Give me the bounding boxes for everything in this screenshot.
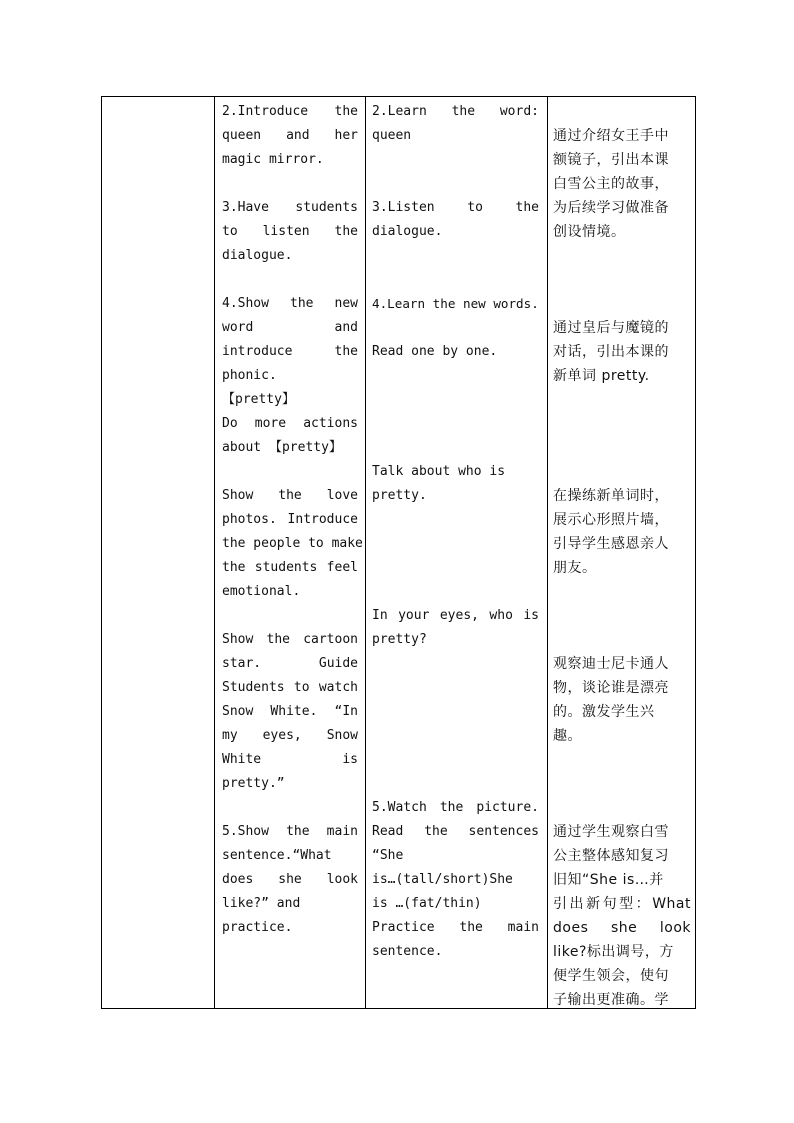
student-activity-column (365, 97, 548, 1008)
empty-column (102, 97, 215, 1008)
student-step-watch-picture: 5.Watch the picture. Read the sentences “She is…(tall/short)She is …(fat/thin) Practice the main sentence. (372, 800, 539, 959)
student-step-new-words: 4.Learn the new words. Read one by one. (372, 296, 539, 359)
student-step-talk-pretty: Talk about who is pretty. (372, 464, 506, 503)
lesson-table (101, 96, 696, 1009)
teacher-step-introduce-queen: 2.Introduce the queen and her magic mirror. (222, 104, 358, 167)
teacher-step-listen-dialogue: 3.Have students to listen the dialogue. (222, 200, 358, 263)
teacher-step-new-word: 4.Show the new word and introduce the phonic. 【pretty】 Do more actions about 【pretty】 (222, 296, 358, 455)
intent-disney-cartoon: 观察迪士尼卡通人 物，谈论谁是漂亮 的。激发学生兴 趣。 (553, 656, 669, 744)
intent-photo-wall: 在操练新单词时， 展示心形照片墙， 引导学生感恩亲人 朋友。 (553, 488, 669, 576)
teacher-step-main-sentence: 5.Show the main sentence.“What does she look like?” and practice. (222, 824, 358, 935)
teacher-activity-column (214, 97, 366, 1008)
intent-new-word: 通过皇后与魔镜的 对话，引出本课的 新单词 pretty. (553, 320, 669, 384)
teacher-step-love-photos: Show the love photos. Introduce the people to make the students feel emotional. (222, 488, 363, 599)
teacher-step-cartoon-star: Show the cartoon star. Guide Students to watch Snow White. “In my eyes, Snow White is pretty.” (222, 632, 358, 791)
student-step-learn-word: 2.Learn the word: queen (372, 104, 539, 143)
intent-main-sentence: 通过学生观察白雪 公主整体感知复习 旧知“She is…并 引出新句型：What does she look like?标出调号，方 便学生领会，使句 子输出更准确。学 (553, 824, 691, 1008)
intent-queen-mirror: 通过介绍女王手中 额镜子，引出本课 白雪公主的故事， 为后续学习做准备 创设情境。 (553, 128, 669, 240)
design-intent-column (547, 97, 697, 1008)
student-step-listen: 3.Listen to the dialogue. (372, 200, 539, 239)
student-step-your-eyes: In your eyes, who is pretty? (372, 608, 539, 647)
